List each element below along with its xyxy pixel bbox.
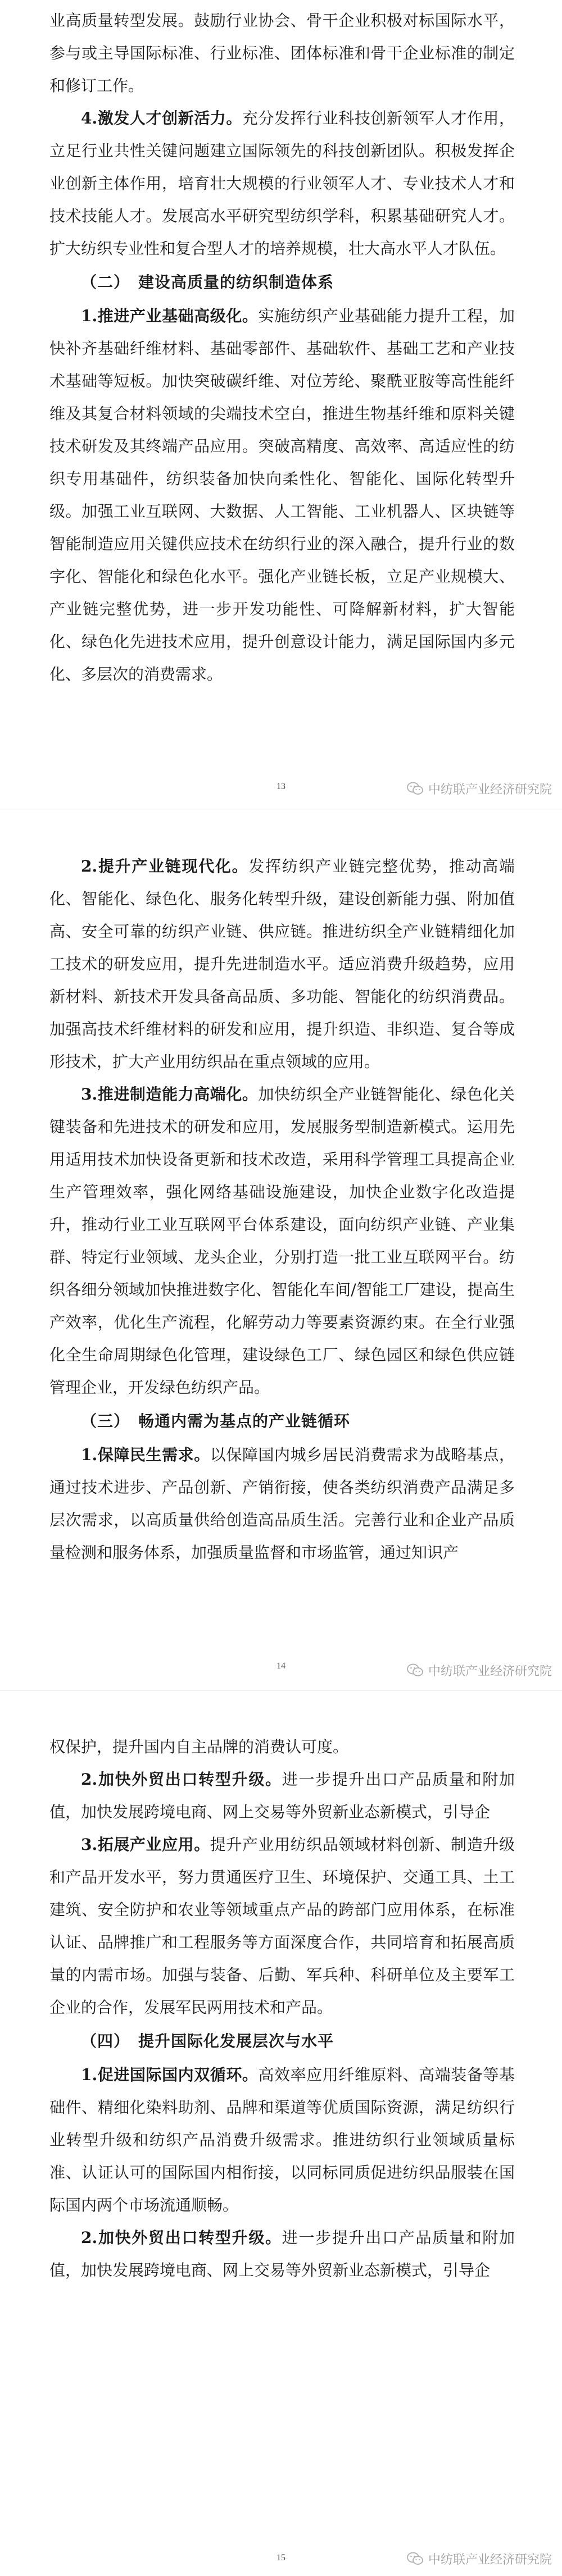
text: 加快纺织全产业链智能化、绿色化关键装备和先进技术的研发和应用，发展服务型制造新模式。运用先用适用技术加快设备更新和技术改造，采用科学管理工具提高企业生产管理效率，强化网络基础设施建设，加快企业数字化改造提升，推动行业工业互联网平台体系建设，面向纺织产业链、产业集群、特定行业领域、龙头企业，分别打造一批工业互联网平台。纺织各细分领域加快推进数字化、智能化车间/智能工厂建设，提高生产效率，优化生产流程，化解劳动力等要素资源约束。在全行业强化全生命周期绿色化管理，建设绿色工厂、绿色园区和绿色供应链管理企业，开发绿色纺织产品。 (49, 1085, 515, 1397)
text: 权保护，提升国内自主品牌的消费认可度。 (49, 1738, 349, 1756)
page-14-content (0, 850, 562, 1569)
text: 实施纺织产业基础能力提升工程，加快补齐基础纤维材料、基础零部件、基础软件、基础工艺和产业技术基础等短板。加快突破碳纤维、对位芳纶、聚酰亚胺等高性能纤维及其复合材料领域的尖端技术空白，推进生物基纤维和原料关键技术研发及其终端产品应用。突破高精度、高效率、高适应性的纺织专用基础件，纺织装备加快向柔性化、智能化、国际化转型升级。加强工业互联网、大数据、人工智能、工业机器人、区块链等智能制造应用关键供应技术在纺织行业的深入融合，提升行业的数字化、智能化和绿色化水平。强化产业链长板，立足产业规模大、产业链完整优势，进一步开发功能性、可降解新材料，扩大智能化、绿色化先进技术应用，提升创意设计能力，满足国际国内多元化、多层次的消费需求。 (49, 307, 515, 683)
paragraph-continued (0, 1731, 562, 1763)
text: 进一步提升出口产品质量和附加值，加快发展跨境电商、网上交易等外贸新业态新模式，引导企 (49, 2228, 515, 2279)
text: 充分发挥行业科技创新领军人才作用，立足行业共性关键问题建立国际领先的科技创新团队。积极发挥企业创新主体作用，培育壮大规模的行业领军人才、专业技术人才和技术技能人才。发展高水平研究型纺织学科，积累基础研究人才。扩大纺织专业性和复合型人才的培养规模，壮大高水平人才队伍。 (49, 109, 515, 258)
watermark-text: 中纺联产业经济研究院 (428, 2552, 552, 2567)
page-number: 13 (277, 782, 285, 791)
item-heading: 1.促进国际国内双循环。 (81, 2066, 259, 2084)
item-heading: 2.加快外贸出口转型升级。 (81, 1770, 282, 1789)
paragraph-intro (0, 4, 562, 102)
item-heading: 3.推进制造能力高端化。 (81, 1085, 259, 1104)
section-heading-4: （四） 提升国际化发展层次与水平 (81, 2032, 334, 2050)
section-heading-3: （三） 畅通内需为基点的产业链循环 (81, 1412, 351, 1430)
item-heading: 2.加快外贸出口转型升级。 (81, 2228, 282, 2247)
page-number: 15 (277, 2553, 285, 2563)
text: 高效率应用纤维原料、高端装备等基础件、精细化染料助剂、品牌和渠道等优质国际资源，满足纺织行业转型升级和纺织产品消费升级需求。推进纺织行业领域质量标准、认证认可的国际国内相衔接，以同标同质促进纺织品服装在国际国内两个市场流通顺畅。 (49, 2066, 515, 2214)
paragraph-export (0, 2222, 562, 2287)
text: 以保障国内城乡居民消费需求为战略基点，通过技术进步、产品创新、产销衔接，使各类纺织消费产品满足多层次需求，以高质量供给创造高品质生活。完善行业和企业产品质量检测和服务体系，加强质量监督和市场监管，通过知识产 (49, 1446, 515, 1562)
wechat-icon (407, 781, 424, 796)
item-heading: 1.保障民生需求。 (81, 1446, 210, 1464)
item-heading: 1.推进产业基础高级化。 (81, 307, 259, 325)
wechat-icon (407, 2551, 424, 2566)
watermark (407, 1659, 552, 1681)
page-divider (0, 1690, 562, 1691)
text: 业高质量转型发展。鼓励行业协会、骨干企业积极对标国际水平，参与或主导国际标准、行业标准、团体标准和骨干企业标准的制定和修订工作。 (49, 11, 515, 95)
text: 提升产业用纺织品领域材料创新、制造升级和产品开发水平，努力贯通医疗卫生、环境保护、交通工具、土工建筑、安全防护和农业等领域重点产品的跨部门应用体系，在标准认证、品牌推广和工程服务等方面深度合作，共同培育和拓展高质量的内需市场。加强与装备、后勤、军兵种、科研单位及主要军工企业的合作，发展军民两用技术和产品。 (49, 1835, 515, 2017)
watermark (407, 2547, 552, 2570)
paragraph-livelihood (0, 1439, 562, 1569)
paragraph-talent (0, 102, 562, 265)
paragraph-manufacturing (0, 1078, 562, 1404)
item-heading: 4.激发人才创新活力。 (81, 109, 242, 127)
watermark-text: 中纺联产业经济研究院 (428, 782, 552, 797)
page-13-content (0, 4, 562, 691)
wechat-icon (407, 1663, 424, 1677)
text: 发挥纺织产业链完整优势，推动高端化、智能化、绿色化、服务化转型升级，建设创新能力强、附加值高、安全可靠的纺织产业链、供应链。推进纺织全产业链精细化加工技术的研发应用，提升先进制造水平。适应消费升级趋势，应用新材料、新技术开发具备高品质、多功能、智能化的纺织消费品。加强高技术纤维材料的研发和应用，提升织造、非织造、复合等成形技术，扩大产业用纺织品在重点领域的应用。 (49, 857, 515, 1071)
page-15-content (0, 1731, 562, 2287)
watermark-text: 中纺联产业经济研究院 (428, 1664, 552, 1679)
item-heading: 3.拓展产业应用。 (81, 1835, 210, 1854)
item-heading: 2.提升产业链现代化。 (81, 857, 249, 876)
paragraph-industrial-application (0, 1829, 562, 2024)
paragraph-dual-circulation (0, 2059, 562, 2222)
section-heading-2: （二） 建设高质量的纺织制造体系 (81, 273, 334, 291)
paragraph-industry-base (0, 300, 562, 691)
watermark (407, 777, 552, 800)
paragraph-industry-chain (0, 850, 562, 1078)
paragraph-new-consumption (0, 1763, 562, 1829)
text: 进一步提升出口产品质量和附加值，加快发展跨境电商、网上交易等外贸新业态新模式，引导企 (49, 1770, 515, 1821)
page-number: 14 (277, 1661, 285, 1671)
